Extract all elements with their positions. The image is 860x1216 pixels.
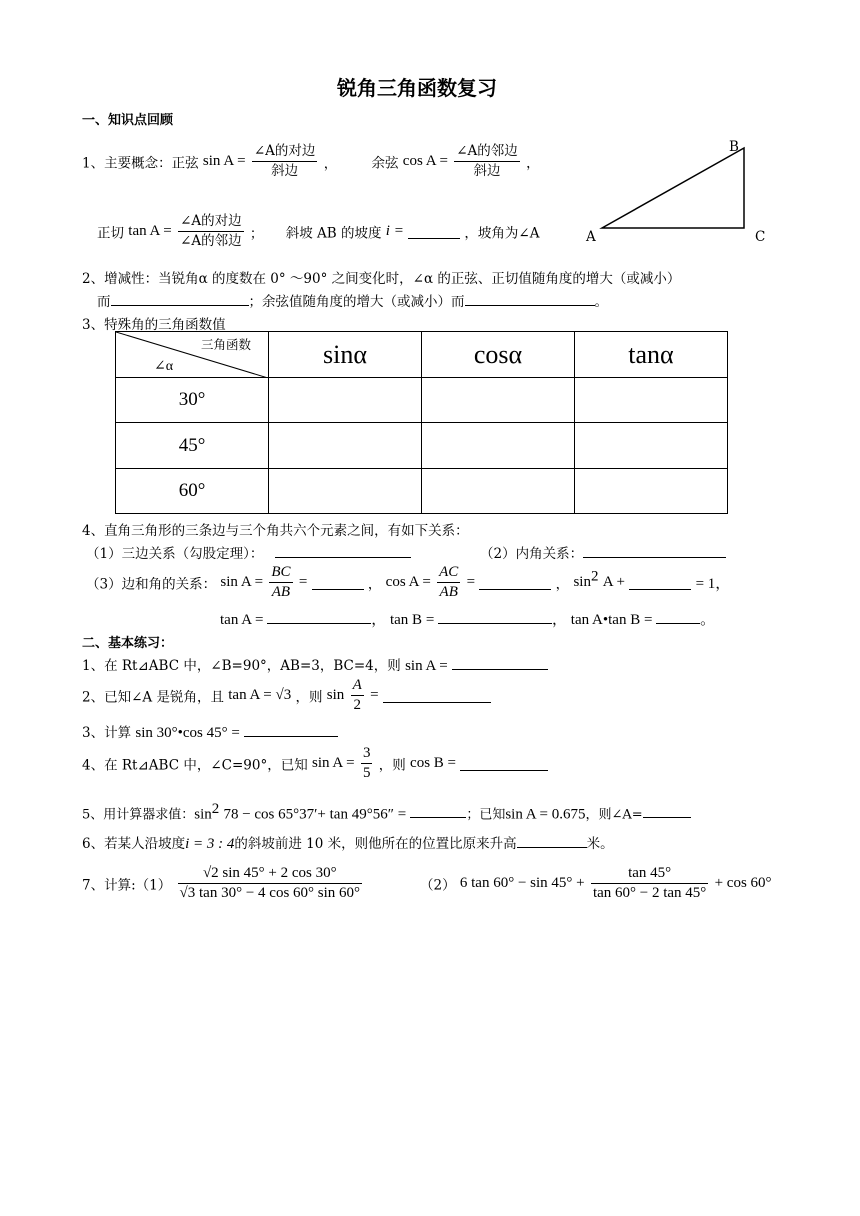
q4-cos: cos B = <box>410 755 457 771</box>
q7a-fraction <box>178 864 363 903</box>
table-row <box>116 423 728 469</box>
separator: ， <box>526 155 540 172</box>
equals: = <box>298 574 308 590</box>
slope-tail: ，坡角为∠A <box>464 225 540 242</box>
cosA-den: AB <box>439 584 458 600</box>
q2-mid: ，则 <box>295 689 323 706</box>
row-label-60: 60° <box>116 469 269 514</box>
cos-def-fraction <box>454 142 520 181</box>
question-2 <box>82 676 491 715</box>
sin-def-num: ∠A的对边 <box>252 142 318 162</box>
sin-squared: sin <box>573 574 591 590</box>
column-header-cos: cosα <box>422 332 575 378</box>
separator: ， <box>323 155 338 172</box>
q2-eq: = <box>370 687 379 703</box>
q7b-fraction <box>591 864 708 903</box>
q1-text: 1、在 Rt⊿ABC 中，∠B=90°，AB=3，BC=4，则 <box>82 658 401 674</box>
sin-def-den: 斜边 <box>271 163 299 179</box>
comma: ， <box>371 612 387 628</box>
sin-squared-exp: 2 <box>590 568 599 585</box>
question-7-part1 <box>82 864 364 903</box>
cos-def-den: 斜边 <box>473 163 501 179</box>
q2-answer-blank[interactable] <box>383 688 491 703</box>
sinA-num: BC <box>269 563 292 583</box>
comma: ， <box>367 576 382 593</box>
monotonicity-text-a: 而 <box>97 294 111 310</box>
sinA-fraction <box>269 563 292 602</box>
question-6 <box>82 832 614 853</box>
q5-text: 5、用计算器求值： <box>82 807 195 823</box>
q5-expr: 78 − cos 65°37′+ tan 49°56″ = <box>223 806 407 823</box>
right-triangle-diagram <box>580 136 780 246</box>
comma: ， <box>552 612 568 628</box>
question-4 <box>82 744 548 783</box>
equals-one: = 1， <box>695 576 731 592</box>
tanA-tanB-blank[interactable] <box>656 609 700 624</box>
q5-given: sin A = 0.675 <box>505 806 586 823</box>
q7b-label: （2） <box>420 877 456 894</box>
monotonicity-line1: 2、增减性：当锐角α 的度数在 0° ～90° 之间变化时，∠α 的正弦、正切值随角度的增大（或减小） <box>82 271 681 287</box>
q7b-den: tan 60° − 2 tan 45° <box>592 885 707 901</box>
q4-text: 4、在 Rt⊿ABC 中，∠C=90°，已知 <box>82 757 308 774</box>
table-row <box>116 469 728 514</box>
q2-text: 2、已知∠A 是锐角，且 <box>82 689 224 706</box>
vertex-label-b: B <box>729 139 739 155</box>
cosA-lhs: cos A = <box>385 574 431 590</box>
tanA-blank[interactable] <box>267 609 371 624</box>
q5-angle-blank[interactable] <box>643 803 691 818</box>
monotonicity-line2 <box>97 290 608 310</box>
tan-prefix: 正切 <box>97 225 124 242</box>
q4-fraction <box>361 744 373 783</box>
column-header-tan: tanα <box>575 332 728 378</box>
cell-cos-60[interactable] <box>422 469 575 514</box>
cos-prefix: 余弦 <box>371 155 399 172</box>
cosA-blank[interactable] <box>479 575 551 590</box>
cell-tan-30[interactable] <box>575 378 728 423</box>
slope-blank[interactable] <box>408 224 460 239</box>
table-row <box>116 378 728 423</box>
pythagoras-blank[interactable] <box>275 543 411 558</box>
q1-expr: sin A = <box>405 658 448 674</box>
table-header-row <box>116 332 728 378</box>
q1-answer-blank[interactable] <box>452 655 548 670</box>
angles-blank[interactable] <box>583 543 726 558</box>
q7b-num: tan 45° <box>591 864 708 884</box>
sinA-blank[interactable] <box>312 575 364 590</box>
sin-def-fraction <box>252 142 318 181</box>
tangent-relations <box>220 608 715 629</box>
tanB-lhs: tan B = <box>389 612 435 628</box>
tanA-lhs: tan A = <box>220 612 264 628</box>
tan-def-num: ∠A的对边 <box>178 212 244 232</box>
q7b-pre: 6 tan 60° − sin 45° + <box>459 875 585 891</box>
cos-def-lhs: cos A = <box>402 153 448 169</box>
comma: ， <box>555 576 570 593</box>
q5-answer-blank[interactable] <box>410 803 466 818</box>
cos-def-num: ∠A的邻边 <box>454 142 520 162</box>
q6-answer-blank[interactable] <box>517 833 587 848</box>
relation-pythagoras <box>86 542 411 562</box>
section-heading-practice: 二、基本练习： <box>82 636 174 651</box>
q5-sin: sin <box>194 806 212 823</box>
slope-text: 斜坡 AB 的坡度 <box>285 225 382 242</box>
cosA-num: AC <box>437 563 460 583</box>
question-7-part2 <box>420 864 772 903</box>
question-1 <box>82 654 548 675</box>
cosA-fraction <box>437 563 460 602</box>
question-5 <box>82 801 691 823</box>
sin-def-lhs: sin A = <box>202 153 246 169</box>
monotonicity-text-c: 。 <box>594 294 608 310</box>
sin-squared-tail: A + <box>602 574 625 590</box>
cell-sin-60[interactable] <box>269 469 422 514</box>
q2-sin: sin <box>326 687 345 703</box>
q2-expr: tan A = √3 <box>228 687 292 703</box>
q6-tail: 米。 <box>586 836 614 852</box>
concept-line-sin-cos <box>82 142 540 181</box>
sin-tan-trend-blank[interactable] <box>111 291 249 306</box>
cell-cos-45[interactable] <box>422 423 575 469</box>
period: 。 <box>700 612 716 628</box>
q2-num: A <box>351 676 364 696</box>
q4-answer-blank[interactable] <box>460 756 548 771</box>
q6-expr: i = 3 : 4 <box>185 836 235 852</box>
cell-cos-30[interactable] <box>422 378 575 423</box>
separator: ； <box>249 225 264 242</box>
tanB-blank[interactable] <box>438 609 552 624</box>
table-corner-cell <box>116 332 269 378</box>
corner-label-angle: ∠α <box>154 359 174 374</box>
cos-squared-blank[interactable] <box>629 575 691 590</box>
tanA-tanB-lhs: tan A•tan B = <box>570 612 653 628</box>
concept-line-tan-slope <box>97 212 539 251</box>
relation-angles <box>480 542 726 562</box>
q4-num: 3 <box>361 744 373 764</box>
sinA-lhs: sin A = <box>220 574 264 590</box>
special-angles-heading: 3、特殊角的三角函数值 <box>82 317 226 333</box>
q4-den: 5 <box>362 765 371 781</box>
cell-sin-30[interactable] <box>269 378 422 423</box>
q2-den: 2 <box>353 697 361 713</box>
vertex-label-c: C <box>755 229 766 245</box>
cos-trend-blank[interactable] <box>465 291 595 306</box>
q6-text-a: 6、若某人沿坡度 <box>82 836 186 852</box>
q7-text: 7、计算:（1） <box>82 877 172 894</box>
q2-fraction <box>351 676 364 715</box>
tan-def-den: ∠A的邻边 <box>180 233 242 249</box>
q7b-post: + cos 60° <box>714 875 772 891</box>
q3-answer-blank[interactable] <box>244 722 338 737</box>
concept-prefix: 1、主要概念：正弦 <box>82 155 199 172</box>
q3-text: 3、计算 <box>82 725 132 741</box>
cell-tan-60[interactable] <box>575 469 728 514</box>
cell-sin-45[interactable] <box>269 423 422 469</box>
q6-text-b: 的斜坡前进 10 米，则他所在的位置比原来升高 <box>234 836 517 852</box>
relation-sides-angles <box>86 563 730 602</box>
q5-sup: 2 <box>211 801 220 817</box>
monotonicity-text-b: ；余弦值随角度的增大（或减小）而 <box>248 294 465 310</box>
question-3 <box>82 721 338 742</box>
q5-mid: ；已知 <box>466 807 506 823</box>
q4-expr: sin A = <box>312 755 355 771</box>
tan-def-fraction <box>178 212 244 251</box>
row-label-45: 45° <box>116 423 269 469</box>
corner-label-function: 三角函数 <box>201 337 252 352</box>
column-header-sin: sinα <box>269 332 422 378</box>
tan-def-lhs: tan A = <box>128 223 172 239</box>
q3-expr: sin 30°•cos 45° = <box>135 725 240 741</box>
special-angles-table <box>115 331 728 514</box>
q4-mid: ，则 <box>378 757 406 774</box>
triangle-shape <box>602 148 744 228</box>
relation-angles-label: （2）内角关系： <box>480 546 584 562</box>
relation-pythagoras-label: （1）三边关系（勾股定理）： <box>86 546 264 562</box>
relations-heading: 4、直角三角形的三条边与三个角共六个元素之间，有如下关系： <box>82 523 469 539</box>
relation-sides-angles-label: （3）边和角的关系： <box>86 576 217 593</box>
row-label-30: 30° <box>116 378 269 423</box>
section-heading-review: 一、知识点回顾 <box>82 113 174 128</box>
q7a-num: √2 sin 45° + 2 cos 30° <box>178 864 363 884</box>
sinA-den: AB <box>271 584 291 600</box>
equals: = <box>466 574 476 590</box>
q5-tail: ，则∠A= <box>585 807 643 823</box>
slope-var: i = <box>385 223 404 239</box>
cell-tan-45[interactable] <box>575 423 728 469</box>
vertex-label-a: A <box>586 229 596 245</box>
page-title: 锐角三角函数复习 <box>337 76 497 100</box>
q7a-den: √3 tan 30° − 4 cos 60° sin 60° <box>179 885 361 901</box>
